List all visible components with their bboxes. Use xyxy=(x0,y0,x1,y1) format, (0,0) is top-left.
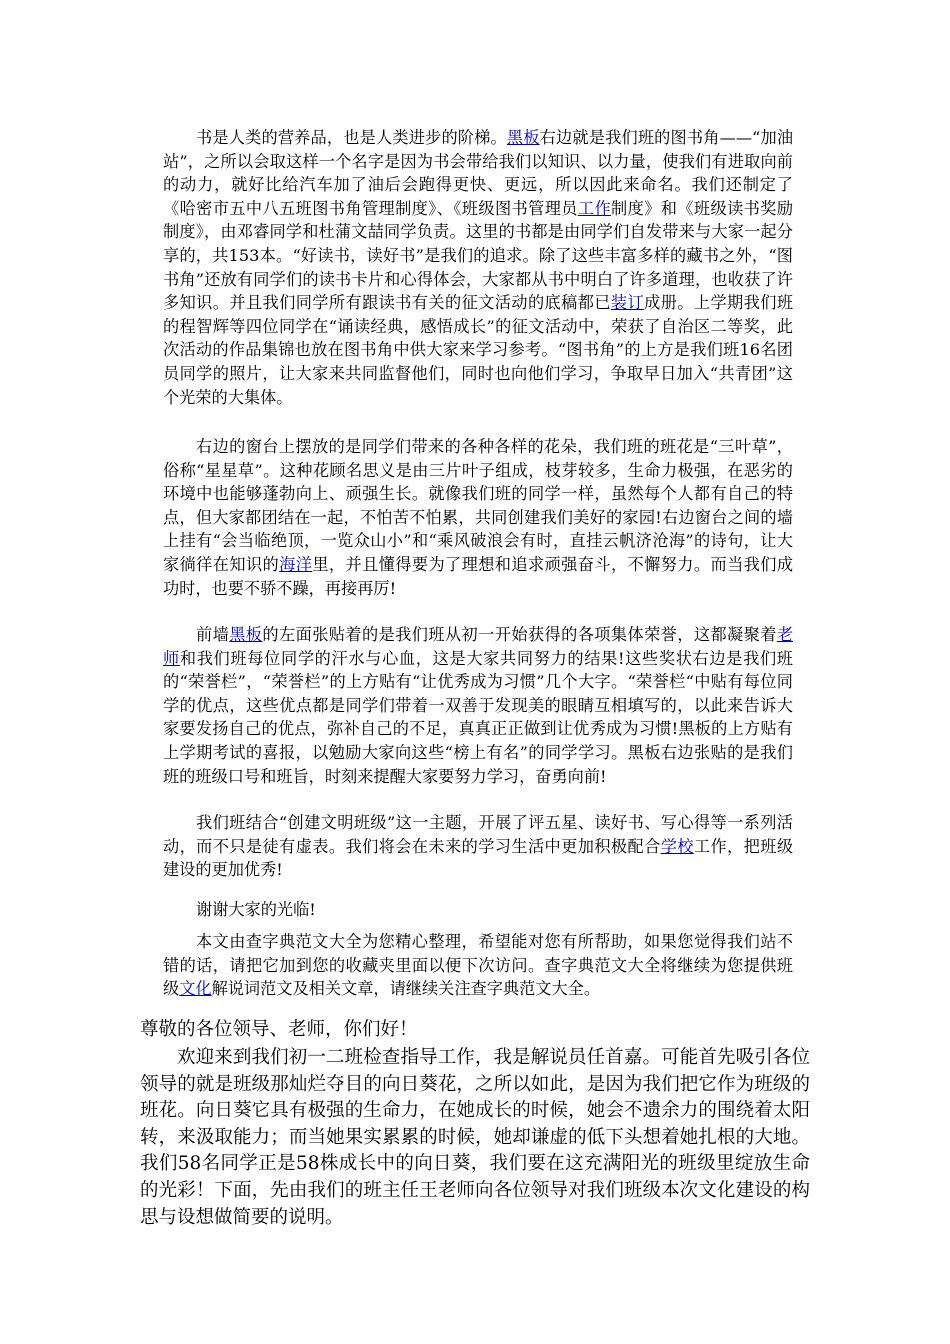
paragraph-civilized-class xyxy=(163,811,793,882)
paragraph-text: 工作，把班级建设的更加优秀! xyxy=(163,836,794,880)
paragraph-book-corner xyxy=(163,126,793,409)
paragraph-site-notice xyxy=(163,930,793,1001)
paragraph-text: 解说词范文及相关文章，请继续关注查字典范文大全。 xyxy=(211,979,601,999)
paragraph-text: 的左面张贴着的是我们班从初一开始获得的各项集体荣誉，这都凝聚着 xyxy=(262,625,777,644)
link-teacher[interactable]: 老师 xyxy=(163,625,794,668)
paragraph-text: 我们班结合“创建文明班级”这一主题，开展了评五星、读好书、写心得等一系列活动，而不只是徒有虚表。我们将会在未来的学习生活中更加积极配合 xyxy=(163,813,793,856)
link-binding[interactable]: 装订 xyxy=(610,293,645,313)
speech-body: 欢迎来到我们初一二班检查指导工作，我是解说员任首嘉。可能首先吸引各位领导的就是班级那灿烂夺目的向日葵花，之所以如此，是因为我们把它作为班级的班花。向日葵它具有极强的生命力，在她成长的时候，她会不遗余力的围绕着太阳转，来汲取能力；而当她果实累累的时候，她却谦虚的低下头想着她扎根的大地。我们58名同学正是58株成长中的向日葵，我们要在这充满阳光的班级里绽放生命的光彩！下面，先由我们的班主任王老师向各位领导对我们班级本次文化建设的构思与设想做简要的说明。 xyxy=(140,1047,810,1228)
link-ocean[interactable]: 海洋 xyxy=(279,554,313,574)
paragraph-thanks xyxy=(163,898,793,922)
paragraph-text: 右边就是我们班的图书角——“加油站”，之所以会取这样一个名字是因为书会带给我们以知识、以力量，使我们有进取向前的动力，就好比给汽车加了油后会跑得更快、更远，所以因此来命名。我们还制定了《哈密市五中八五班图书角管理制度》、《班级图书管理员 xyxy=(163,128,794,218)
paragraph-text: 书是人类的营养品，也是人类进步的阶梯。 xyxy=(196,128,507,147)
link-culture[interactable]: 文化 xyxy=(179,979,212,999)
speech-greeting: 尊敬的各位领导、老师，你们好！ xyxy=(140,1019,418,1040)
paragraph-text: 谢谢大家的光临! xyxy=(196,900,316,919)
paragraph-front-wall xyxy=(163,623,793,788)
paragraph-text: 和我们班每位同学的汗水与心血，这是大家共同努力的结果!这些奖状右边是我们班的“荣誉栏”，“荣誉栏”的上方贴有“让优秀成为习惯”几个大字。“荣誉栏“中贴有每位同学的优点，这些优点都是同学们带着一双善于发现美的眼睛互相填写的，以此来告诉大家要发扬自己的优点，弥补自己的不足，真真正正做到让优秀成为习惯!黑板的上方贴有上学期考试的喜报，以勉励大家向这些“榜上有名”的同学学习。黑板右边张贴的是我们班的班级口号和班旨，时刻来提醒大家要努力学习，奋勇向前! xyxy=(163,648,793,786)
link-school[interactable]: 学校 xyxy=(660,836,694,856)
paragraph-text: 成册。上学期我们班的程智辉等四位同学在“诵读经典，感悟成长”的征文活动中，荣获了自治区二等奖，此次活动的作品集锦也放在图书角中供大家来学习参考。“图书角”的上方是我们班16名团员同学的照片，让大家来共同监督他们，同时也向他们学习，争取早日加入“共青团”这个光荣的大集体。 xyxy=(163,293,794,407)
paragraph-text: 右边的窗台上摆放的是同学们带来的各种各样的花朵，我们班的班花是“三叶草”，俗称“星星草”。这种花顾名思义是由三片叶子组成，枝芽较多，生命力极强，在恶劣的环境中也能够蓬勃向上、顽强生长。就像我们班的同学一样，虽然每个人都有自己的特点，但大家都团结在一起，不怕苦不怕累，共同创建我们美好的家园!右边窗台之间的墙上挂有“会当临绝顶，一览众山小”和“乘风破浪会有时，直挂云帆济沧海”的诗句，让大家徜徉在知识的 xyxy=(163,437,793,574)
paragraph-text: 里，并且懂得要为了理想和追求顽强奋斗，不懈努力。而当我们成功时，也要不骄不躁，再接再厉! xyxy=(163,554,794,598)
link-work[interactable]: 工作 xyxy=(577,198,612,218)
link-blackboard[interactable]: 黑板 xyxy=(229,625,263,644)
paragraph-text: 制度》和《班级读书奖励制度》，由邓睿同学和杜蒲文喆同学负责。这里的书都是由同学们自发带来与大家一起分享的，共153本。“好读书，读好书”是我们的追求。除了这些丰富多样的藏书之外，“图书角”还放有同学们的读书卡片和心得体会，大家都从书中明白了许多道理，也收获了许多知识。并且我们同学所有跟读书有关的征文活动的底稿都已 xyxy=(163,198,794,313)
paragraph-text: 前墙 xyxy=(196,625,230,644)
link-blackboard[interactable]: 黑板 xyxy=(506,128,540,147)
paragraph-text: 本文由查字典范文大全为您精心整理，希望能对您有所帮助，如果您觉得我们站不错的话，请把它加到您的收藏夹里面以便下次访问。查字典范文大全将继续为您提供班级 xyxy=(163,932,793,999)
paragraph-windowsill xyxy=(163,435,793,600)
